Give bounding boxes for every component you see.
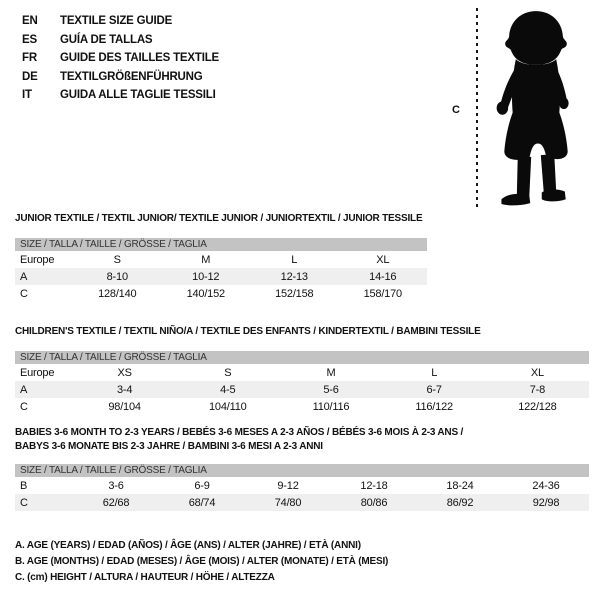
lang-code: EN [22, 15, 38, 27]
size-cell: M [326, 366, 336, 379]
babies-size-table [15, 477, 589, 511]
language-header [22, 12, 219, 105]
section-childrens-textile [15, 325, 589, 415]
lang-code: ES [22, 33, 37, 46]
size-cell: XL [376, 253, 390, 266]
footnote-c: C. (cm) HEIGHT / ALTURA / HAUTEUR / HÖHE / ALTEZZA [15, 572, 275, 583]
size-cell: 6-9 [194, 479, 210, 492]
size-cell: 14-16 [339, 268, 428, 285]
row-label: B [20, 479, 28, 492]
height-dashed-line [476, 8, 478, 207]
size-cell: 3-4 [73, 381, 176, 398]
lang-code: IT [22, 89, 32, 101]
size-cell: 62/68 [73, 494, 159, 511]
lang-title: TEXTILE SIZE GUIDE [60, 15, 173, 27]
table-row [15, 381, 589, 398]
lang-title: GUÍA DE TALLAS [60, 33, 153, 46]
size-cell: M [201, 253, 211, 266]
size-cell: 86/92 [417, 494, 503, 511]
row-label: C [20, 287, 28, 300]
size-cell: 74/80 [245, 494, 331, 511]
section-title-line2: BABYS 3-6 MONATE BIS 2-3 JAHRE / BAMBINI 3-6 MESI A 2-3 ANNI [15, 441, 323, 452]
footnote-b: B. AGE (MONTHS) / EDAD (MESES) / ÂGE (MOIS) / ALTER (MONATE) / ETÀ (MESI) [15, 556, 389, 567]
lang-row-it [22, 86, 219, 105]
row-label: A [15, 268, 73, 285]
lang-row-de [22, 68, 219, 87]
row-label: C [15, 494, 73, 511]
size-cell: 6-7 [383, 381, 486, 398]
size-header-bar: SIZE / TALLA / TAILLE / GRÖSSE / TAGLIA [15, 351, 589, 364]
size-cell: 10-12 [162, 268, 251, 285]
lang-title: TEXTILGRÖßENFÜHRUNG [60, 70, 203, 83]
table-row [15, 364, 589, 381]
table-row [15, 477, 589, 494]
size-cell: 122/128 [518, 400, 557, 413]
size-cell: 24-36 [532, 479, 560, 492]
size-cell: 140/152 [186, 287, 225, 300]
size-cell: 5-6 [279, 381, 382, 398]
section-title [15, 426, 589, 454]
size-cell: 18-24 [446, 479, 474, 492]
size-cell: S [224, 366, 232, 379]
table-row [15, 398, 589, 415]
footnotes [15, 538, 388, 586]
row-label: C [20, 400, 28, 413]
childrens-size-table [15, 364, 589, 415]
size-cell: 7-8 [486, 381, 589, 398]
size-cell: 8-10 [73, 268, 162, 285]
height-figure [440, 2, 592, 214]
section-junior-textile [15, 212, 427, 302]
size-cell: 98/104 [108, 400, 141, 413]
size-cell: XL [530, 366, 544, 379]
section-title: JUNIOR TEXTILE / TEXTIL JUNIOR/ TEXTILE JUNIOR / JUNIORTEXTIL / JUNIOR TESSILE [15, 213, 423, 224]
size-cell: 158/170 [363, 287, 402, 300]
row-label: A [15, 381, 73, 398]
lang-row-en [22, 12, 219, 31]
size-cell: 110/116 [312, 400, 350, 413]
size-cell: L [431, 366, 438, 379]
size-cell: 12-13 [250, 268, 339, 285]
section-title-line1: BABIES 3-6 MONTH TO 2-3 YEARS / BEBÉS 3-6 MESES A 2-3 AÑOS / BÉBÉS 3-6 MOIS À 2-3 ANS / [15, 427, 464, 438]
lang-code: DE [22, 70, 38, 83]
size-cell: 68/74 [159, 494, 245, 511]
lang-row-es [22, 31, 219, 50]
size-cell: 116/122 [415, 400, 453, 413]
table-row [15, 251, 427, 268]
table-row [15, 285, 427, 302]
lang-title: GUIDE DES TAILLES TEXTILE [60, 52, 219, 64]
lang-title: GUIDA ALLE TAGLIE TESSILI [60, 89, 216, 101]
row-label: Europe [20, 366, 55, 379]
footnote-a: A. AGE (YEARS) / EDAD (AÑOS) / ÂGE (ANS) / ALTER (JAHRE) / ETÀ (ANNI) [15, 540, 361, 551]
size-cell: L [291, 253, 298, 266]
size-cell: 152/158 [275, 287, 314, 300]
size-cell: XS [117, 366, 132, 379]
size-cell: 3-6 [108, 479, 124, 492]
height-marker-label: C [452, 104, 460, 116]
lang-code: FR [22, 52, 37, 64]
junior-size-table [15, 251, 427, 302]
table-row [15, 268, 427, 285]
size-header-bar: SIZE / TALLA / TAILLE / GRÖSSE / TAGLIA [15, 464, 589, 477]
size-cell: 104/110 [209, 400, 247, 413]
size-cell: S [113, 253, 121, 266]
lang-row-fr [22, 49, 219, 68]
size-cell: 128/140 [98, 287, 137, 300]
baby-silhouette-icon [488, 8, 584, 210]
size-cell: 4-5 [176, 381, 279, 398]
section-babies-textile [15, 426, 589, 511]
size-header-bar: SIZE / TALLA / TAILLE / GRÖSSE / TAGLIA [15, 238, 427, 251]
size-cell: 92/98 [503, 494, 589, 511]
row-label: Europe [20, 253, 55, 266]
section-title: CHILDREN'S TEXTILE / TEXTIL NIÑO/A / TEXTILE DES ENFANTS / KINDERTEXTIL / BAMBINI TESSILE [15, 326, 481, 337]
size-cell: 12-18 [360, 479, 388, 492]
size-cell: 9-12 [277, 479, 299, 492]
size-cell: 80/86 [331, 494, 417, 511]
table-row [15, 494, 589, 511]
